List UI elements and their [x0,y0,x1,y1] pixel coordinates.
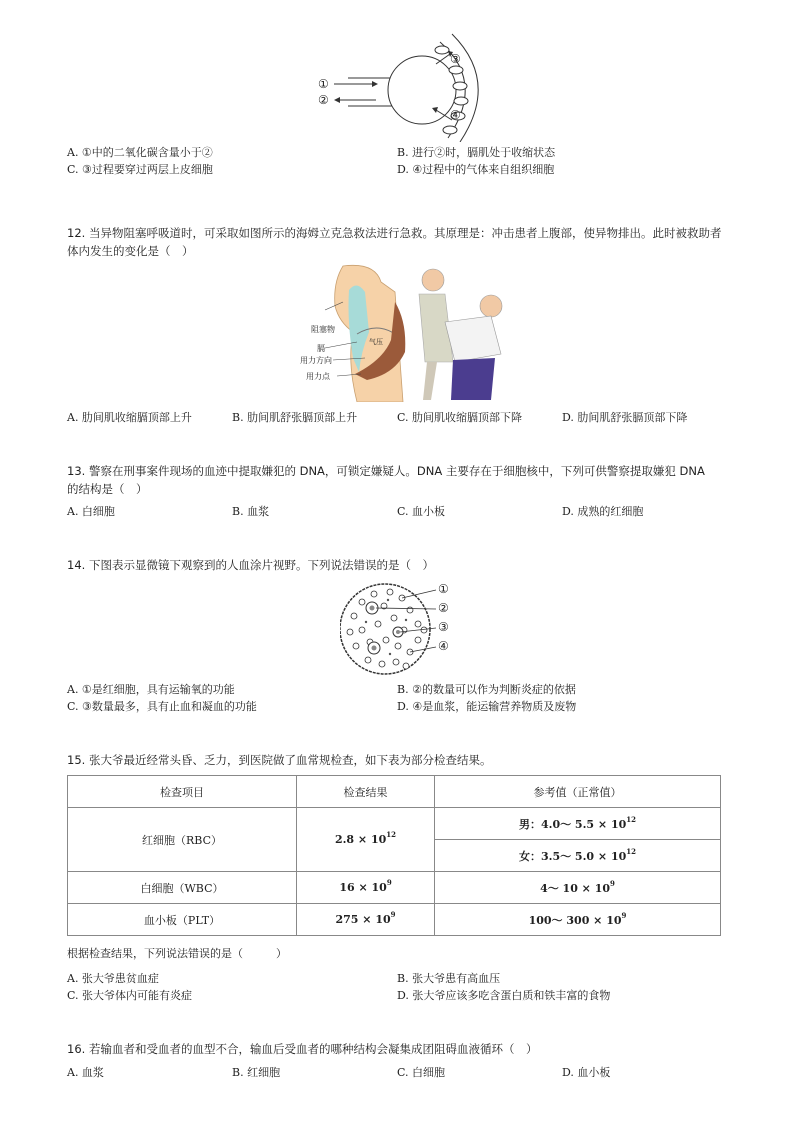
q14-label-3: ③ [438,620,449,634]
rbc-name: 红细胞（RBC） [68,808,297,872]
q12-option-a[interactable]: A. 肋间肌收缩膈顶部上升 [67,411,192,424]
q13-stem-line2: 的结构是（ ） [67,482,148,496]
wbc-result: $16 \times 10^9$ [297,872,435,904]
q14-option-d[interactable]: D. ④是血浆，能运输营养物质及废物 [397,700,577,713]
q11-option-d[interactable]: D. ④过程中的气体来自组织细胞 [397,163,555,176]
rbc-result: $2.8 \times 10^{12}$ [297,808,435,872]
label-blocker: 阻塞物 [311,325,335,334]
q16-stem: 16. 若输血者和受血者的血型不合，输血后受血者的哪种结构会凝集成团阻碍血液循环（ ） [67,1042,538,1056]
q13-option-b[interactable]: B. 血浆 [232,505,270,518]
header-result: 检查结果 [297,776,435,808]
q11-label-2: ② [318,93,329,107]
q16-option-c[interactable]: C. 白细胞 [397,1066,446,1079]
plt-ref: 100～ $300 \times 10^9$ [435,904,721,936]
plt-name: 血小板（PLT） [68,904,297,936]
q13-option-c[interactable]: C. 血小板 [397,505,446,518]
q11-label-1: ① [318,77,329,91]
q13-option-a[interactable]: A. 白细胞 [67,505,115,518]
q15-option-d[interactable]: D. 张大爷应该多吃含蛋白质和铁丰富的食物 [397,989,611,1002]
q12-option-d[interactable]: D. 肋间肌舒张膈顶部下降 [562,411,688,424]
header-item: 检查项目 [68,776,297,808]
q11-option-c[interactable]: C. ③过程要穿过两层上皮细胞 [67,163,213,176]
q14-label-2: ② [438,601,449,615]
q12-option-c[interactable]: C. 肋间肌收缩膈顶部下降 [397,411,523,424]
label-force-dir: 用力方向 [300,356,332,365]
rbc-ref-female: 女：3.5～ $5.0 \times 10^{12}$ [435,840,721,872]
q13-option-d[interactable]: D. 成熟的红细胞 [562,505,644,518]
plt-result: $275 \times 10^9$ [297,904,435,936]
label-air: 气压 [369,338,383,346]
q15-option-a[interactable]: A. 张大爷患贫血症 [67,972,159,985]
q15-option-c[interactable]: C. 张大爷体内可能有炎症 [67,989,193,1002]
q14-label-1: ① [438,582,449,596]
q12-option-b[interactable]: B. 肋间肌舒张膈顶部上升 [232,411,358,424]
q15-option-b[interactable]: B. 张大爷患有高血压 [397,972,501,985]
wbc-ref: 4～ $10 \times 10^9$ [435,872,721,904]
label-force-point: 用力点 [306,372,330,381]
q11-option-b[interactable]: B. 进行②时，膈肌处于收缩状态 [397,146,556,159]
q14-option-b[interactable]: B. ②的数量可以作为判断炎症的依据 [397,683,576,696]
q14-option-a[interactable]: A. ①是红细胞，具有运输氧的功能 [67,683,235,696]
rbc-ref-male: 男：4.0～ $5.5 \times 10^{12}$ [435,808,721,840]
header-reference: 参考值（正常值） [435,776,721,808]
q16-option-a[interactable]: A. 血浆 [67,1066,104,1079]
q11-label-4: ④ [450,108,461,122]
blood-test-table [67,775,721,936]
q12-stem-line2: 体内发生的变化是（ ） [67,244,194,258]
wbc-name: 白细胞（WBC） [68,872,297,904]
q11-label-3: ③ [450,52,461,66]
q12-stem-line1: 12. 当异物阻塞呼吸道时，可采取如图所示的海姆立克急救法进行急救。其原理是：冲击患者上腹部，使异物排出。此时被救助者 [67,226,722,240]
q13-stem-line1: 13. 警察在刑事案件现场的血迹中提取嫌犯的 DNA，可锁定嫌疑人。DNA 主要存在于细胞核中，下列可供警察提取嫌犯 DNA [67,464,705,478]
alveolus-diagram [310,30,490,142]
q16-option-d[interactable]: D. 血小板 [562,1066,611,1079]
q15-follow: 根据检查结果，下列说法错误的是（ ） [67,947,287,960]
q16-option-b[interactable]: B. 红细胞 [232,1066,281,1079]
label-diaphragm: 膈 [317,344,325,353]
q15-stem: 15. 张大爷最近经常头昏、乏力，到医院做了血常规检查，如下表为部分检查结果。 [67,753,492,767]
q11-option-a[interactable]: A. ①中的二氧化碳含量小于② [67,146,213,159]
q14-option-c[interactable]: C. ③数量最多，具有止血和凝血的功能 [67,700,257,713]
q14-stem: 14. 下图表示显微镜下观察到的人血涂片视野。下列说法错误的是（ ） [67,558,434,572]
q14-label-4: ④ [438,639,449,653]
